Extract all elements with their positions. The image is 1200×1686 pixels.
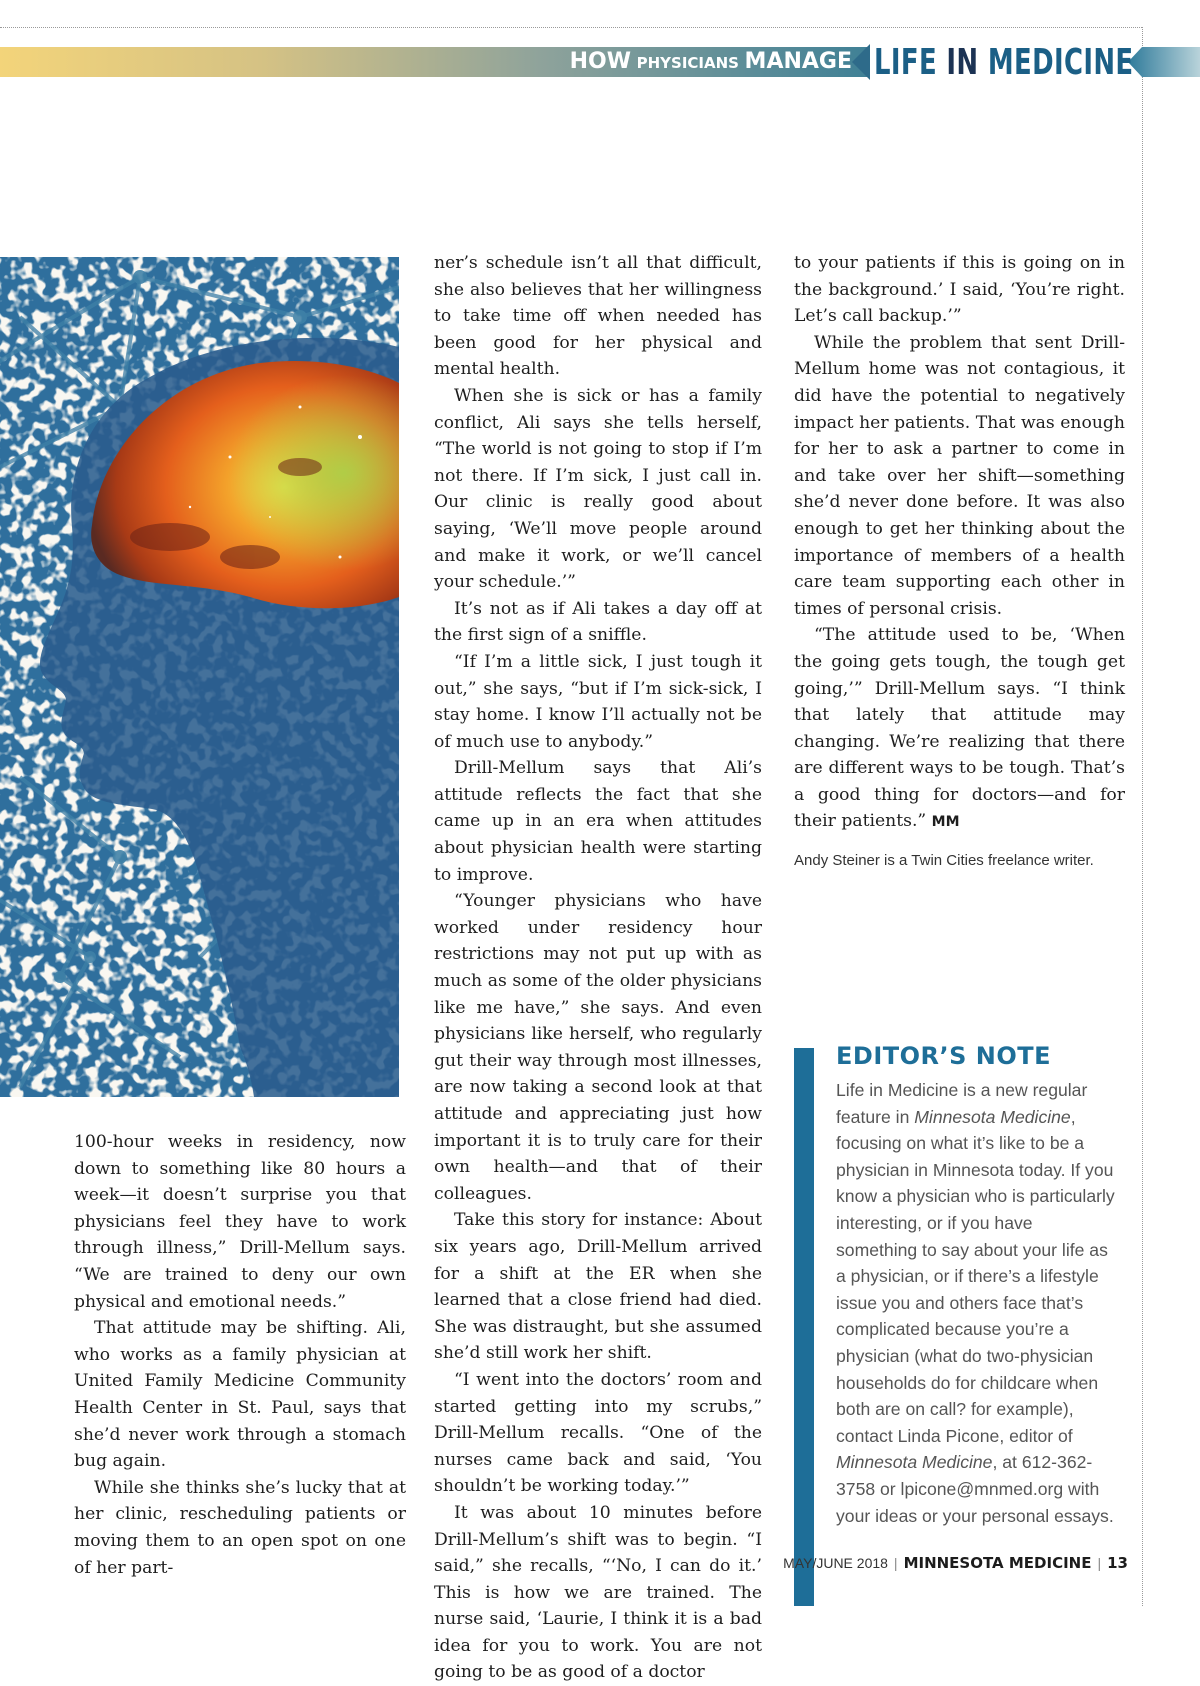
footer-divider: |: [1097, 1555, 1102, 1571]
title-life: LIFE: [874, 42, 938, 83]
paragraph: “If I’m a little sick, I just tough it out,” she says, “but if I’m sick-sick, I stay home. I know I’ll actually not be of much use to anybody.”: [434, 651, 762, 752]
kicker-how: HOW: [569, 49, 632, 74]
footer-divider: |: [893, 1555, 898, 1571]
section-title: [874, 42, 1134, 83]
paragraph: ner’s schedule isn’t all that difficult, she also believes that her willingness to take time off when needed has been good for her physical and mental health.: [434, 253, 762, 380]
banner-end-cap: [1128, 47, 1200, 77]
paragraph: “Younger physicians who have worked under residency hour restrictions may not put up with as much as some of the older physicians like me have,” she says. And even physicians like herself, who regularly gut their way through most illnesses, are now taking a second look at that attitude and appreciating just how important it is to truly care for their own health—and that of their colleagues.: [434, 891, 762, 1204]
kicker-physicians: PHYSICIANS: [636, 54, 739, 72]
crop-mark-top: [0, 27, 1142, 28]
section-kicker: [570, 47, 852, 77]
section-banner: [0, 42, 1200, 83]
editors-note-bar: [794, 1048, 814, 1606]
banner-arrow-icon: [852, 44, 870, 80]
article-column-1: [74, 1129, 406, 1581]
paragraph: “I went into the doctors’ room and started getting into my scrubs,” Drill-Mellum recalls. “One of the nurses came back and said, ‘You shouldn’t be working today.’”: [434, 1369, 762, 1497]
head-silhouette-illustration: [0, 257, 399, 1097]
page-number: 13: [1107, 1554, 1128, 1572]
note-text: , at 612-362-3758 or lpicone@mnmed.org with your ideas or your personal essays.: [836, 1452, 1114, 1526]
paragraph: While she thinks she’s lucky that at her clinic, rescheduling patients or moving them to an open spot on one of her part-: [74, 1477, 406, 1578]
note-magazine-name: Minnesota Medicine: [836, 1452, 993, 1473]
page-footer: [783, 1554, 1128, 1572]
kicker-manage: MANAGE: [744, 49, 852, 74]
article-column-2: [434, 250, 762, 1686]
paragraph: It’s not as if Ali takes a day off at the first sign of a sniffle.: [434, 598, 762, 646]
note-text: Life in Medicine is a new regular feature in: [836, 1080, 1088, 1127]
editors-note-body: [836, 1077, 1116, 1529]
paragraph: Drill-Mellum says that Ali’s attitude reflects the fact that she came up in an era when attitudes about physician health were starting to improve.: [434, 758, 762, 885]
paragraph: It was about 10 minutes before Drill-Mellum’s shift was to begin. “I said,” she recalls, “‘No, I can do it.’ This is how we are trained. The nurse said, ‘Laurie, I think it is a bad idea for you to work. You are not going to be as good of a doctor: [434, 1502, 762, 1683]
note-text: , focusing on what it’s like to be a physician in Minnesota today. If you know a physician who is particularly interesting, or if you have something to say about your life as a physician, or if there’s a lifestyle issue you and others face that’s complicated because you’re a physician (what do two-physician households do for childcare when both are on call? for example), contact Linda Picone, editor of: [836, 1106, 1115, 1446]
note-magazine-name: Minnesota Medicine: [914, 1106, 1071, 1127]
paragraph: When she is sick or has a family conflict, Ali says she tells herself, “The world is not going to stop if I’m not there. If I’m sick, I just call in. Our clinic is really good about saying, ‘We’ll move people around and make it work, or we’ll cancel your schedule.’”: [434, 385, 762, 593]
paragraph: While the problem that sent Drill-Mellum home was not contagious, it did have the potential to negatively impact her patients. That was enough for her to ask a partner to come in and take over her shift—something she’d never done before. It was also enough to get her thinking about the importance of members of a health care team supporting each other in times of personal crisis.: [794, 332, 1125, 619]
title-medicine: MEDICINE: [987, 42, 1134, 83]
final-paragraph-text: “The attitude used to be, ‘When the going gets tough, the tough get going,’” Drill-Mellum says. “I think that lately that attitude may changing. We’re realizing that there are different ways to be tough. That’s a good thing for doctors—and for their patients.”: [794, 625, 1125, 832]
title-in: IN: [946, 42, 979, 83]
magazine-name: MINNESOTA MEDICINE: [903, 1554, 1092, 1572]
author-bio: Andy Steiner is a Twin Cities freelance writer.: [794, 852, 1094, 870]
paragraph: 100-hour weeks in residency, now down to something like 80 hours a week—it doesn’t surprise you that physicians feel they have to work through illness,” Drill-Mellum says. “We are trained to deny our own physical and emotional needs.”: [74, 1132, 406, 1312]
issue-date: MAY/JUNE 2018: [783, 1555, 888, 1571]
crop-mark-right: [1142, 27, 1143, 1606]
paragraph: Take this story for instance: About six years ago, Drill-Mellum arrived for a shift at the ER when she learned that a close friend had died. She was distraught, but she assumed she’d still work her shift.: [434, 1210, 762, 1364]
end-mark: MM: [931, 814, 960, 831]
editors-note-title: EDITOR’S NOTE: [836, 1042, 1052, 1070]
paragraph: to your patients if this is going on in the background.’ I said, ‘You’re right. Let’s call backup.’”: [794, 253, 1125, 327]
paragraph: That attitude may be shifting. Ali, who works as a family physician at United Family Medicine Community Health Center in St. Paul, says that she’d never work through a stomach bug again.: [74, 1318, 406, 1472]
article-column-3: [794, 250, 1125, 872]
paragraph: [794, 622, 1125, 836]
